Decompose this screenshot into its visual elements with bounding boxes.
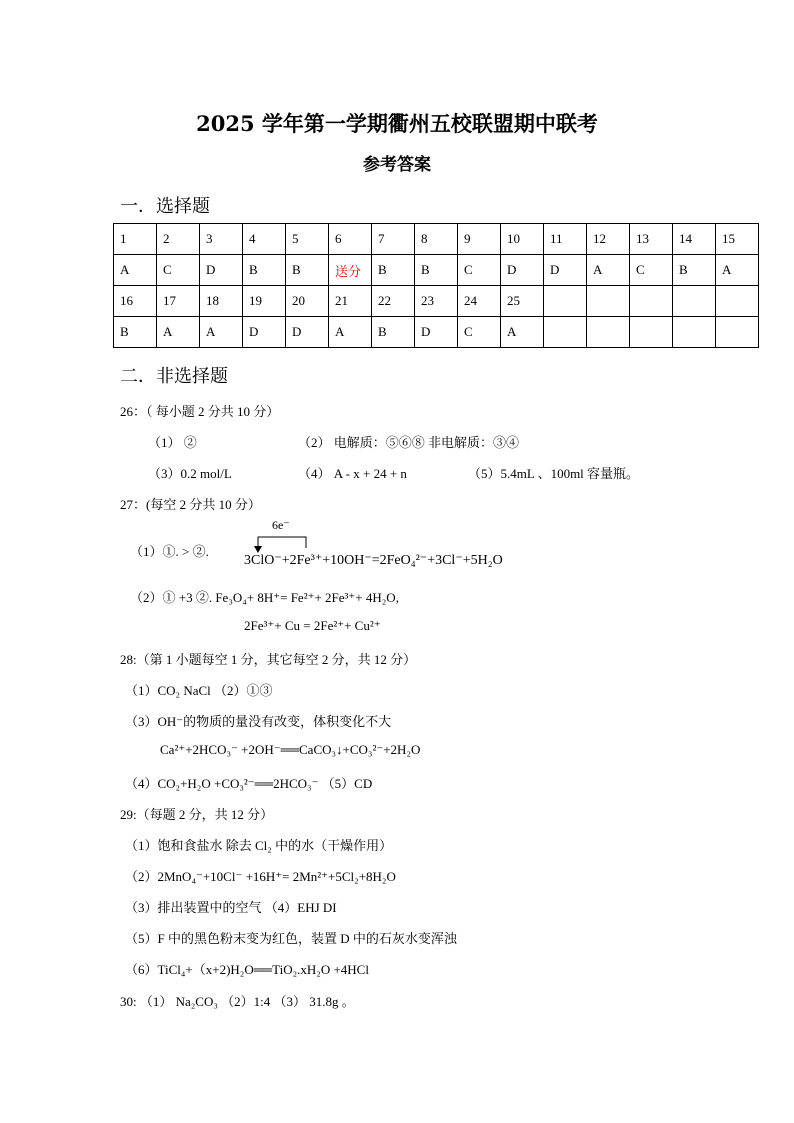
answer-cell: D xyxy=(415,317,458,348)
answer-cell: A xyxy=(114,255,157,286)
question-number-cell: 11 xyxy=(544,224,587,255)
answer-cell: B xyxy=(114,317,157,348)
question-number-cell: 1 xyxy=(114,224,157,255)
question-number-cell xyxy=(587,286,630,317)
q27-equation-1: 3ClO⁻+2Fe³⁺+10OH⁻=2FeO₄²⁻+3Cl⁻+5H₂O xyxy=(244,553,503,568)
answer-cell: C xyxy=(630,255,673,286)
question-number-cell xyxy=(544,286,587,317)
table-row-numbers-1 xyxy=(114,224,759,255)
q29-answer-3: （3）排出装置中的空气 （4）EHJ DI xyxy=(125,900,337,915)
question-number-cell: 20 xyxy=(286,286,329,317)
answer-cell: A xyxy=(716,255,759,286)
answer-cell xyxy=(587,317,630,348)
page-subtitle: 参考答案 xyxy=(363,155,431,175)
section-nonchoice-heading: 二．非选择题 xyxy=(120,366,228,387)
q28-answer-1: （1）CO₂ NaCl （2）①③ xyxy=(125,683,273,698)
answer-cell xyxy=(630,317,673,348)
section-choice-heading: 一．选择题 xyxy=(120,196,210,217)
answer-cell: D xyxy=(501,255,544,286)
answer-cell: 送分 xyxy=(329,255,372,286)
question-number-cell: 22 xyxy=(372,286,415,317)
q26-answer-4: （4） A - x + 24 + n xyxy=(298,466,407,481)
question-number-cell: 2 xyxy=(157,224,200,255)
q27-heading: 27：(每空 2 分共 10 分） xyxy=(120,497,261,512)
page-title: 2025 学年第一学期衢州五校联盟期中联考 xyxy=(196,111,598,136)
question-number-cell xyxy=(716,286,759,317)
q29-answer-1: （1）饱和食盐水 除去 Cl₂ 中的水（干燥作用） xyxy=(125,838,393,853)
q27-answer-2: （2）① +3 ②. Fe₃O₄+ 8H⁺= Fe²⁺+ 2Fe³⁺+ 4H₂O, xyxy=(130,590,399,605)
question-number-cell: 19 xyxy=(243,286,286,317)
table-row-answers-2 xyxy=(114,317,759,348)
question-number-cell: 23 xyxy=(415,286,458,317)
answer-cell: D xyxy=(243,317,286,348)
answer-cell xyxy=(716,317,759,348)
answer-cell: C xyxy=(458,317,501,348)
question-number-cell: 7 xyxy=(372,224,415,255)
answer-cell: B xyxy=(372,317,415,348)
answer-cell: A xyxy=(587,255,630,286)
answer-cell: B xyxy=(243,255,286,286)
question-number-cell: 14 xyxy=(673,224,716,255)
q27-equation-2: 2Fe³⁺+ Cu = 2Fe²⁺+ Cu²⁺ xyxy=(244,618,381,633)
answer-cell: D xyxy=(544,255,587,286)
answer-cell: A xyxy=(157,317,200,348)
q26-heading: 26：（ 每小题 2 分共 10 分） xyxy=(120,404,280,419)
q28-heading: 28:（第 1 小题每空 1 分，其它每空 2 分，共 12 分） xyxy=(120,652,417,667)
question-number-cell: 6 xyxy=(329,224,372,255)
question-number-cell: 17 xyxy=(157,286,200,317)
question-number-cell: 24 xyxy=(458,286,501,317)
q26-answer-3: （3）0.2 mol/L xyxy=(148,466,232,481)
question-number-cell: 16 xyxy=(114,286,157,317)
q28-answer-3: （3）OH⁻的物质的量没有改变，体积变化不大 xyxy=(125,714,392,729)
table-row-answers-1 xyxy=(114,255,759,286)
q29-answer-2: （2）2MnO₄⁻+10Cl⁻ +16H⁺= 2Mn²⁺+5Cl₂+8H₂O xyxy=(125,869,396,884)
question-number-cell: 10 xyxy=(501,224,544,255)
question-number-cell: 21 xyxy=(329,286,372,317)
question-number-cell: 25 xyxy=(501,286,544,317)
question-number-cell: 12 xyxy=(587,224,630,255)
question-number-cell: 8 xyxy=(415,224,458,255)
answer-cell: B xyxy=(415,255,458,286)
answer-cell xyxy=(673,317,716,348)
q27-answer-1: （1）①. > ②. xyxy=(130,544,209,559)
question-number-cell: 15 xyxy=(716,224,759,255)
q28-equation: Ca²⁺+2HCO₃⁻ +2OH⁻══CaCO₃↓+CO₃²⁻+2H₂O xyxy=(160,742,421,757)
q29-answer-6: （6）TiCl₄+（x+2)H₂O══TiO₂.xH₂O +4HCl xyxy=(125,962,369,977)
q28-answer-4: （4）CO₂+H₂O +CO₃²⁻══2HCO₃⁻ （5）CD xyxy=(125,776,373,791)
answer-cell: D xyxy=(286,317,329,348)
electron-count: 6e⁻ xyxy=(272,518,290,532)
question-number-cell xyxy=(630,286,673,317)
choice-answer-table xyxy=(113,223,759,348)
answer-cell: D xyxy=(200,255,243,286)
question-number-cell: 18 xyxy=(200,286,243,317)
question-number-cell xyxy=(673,286,716,317)
answer-cell: B xyxy=(372,255,415,286)
q26-answer-2: （2） 电解质：⑤⑥⑧ 非电解质：③④ xyxy=(298,435,520,450)
answer-cell: C xyxy=(458,255,501,286)
q30-answers: 30: （1） Na₂CO₃ （2）1:4 （3） 31.8g 。 xyxy=(120,994,355,1009)
question-number-cell: 5 xyxy=(286,224,329,255)
answer-cell: A xyxy=(200,317,243,348)
q26-answer-1: （1） ② xyxy=(148,435,197,450)
question-number-cell: 9 xyxy=(458,224,501,255)
q26-answer-5: （5）5.4mL 、100ml 容量瓶。 xyxy=(468,466,640,481)
question-number-cell: 13 xyxy=(630,224,673,255)
table-row-numbers-2 xyxy=(114,286,759,317)
q29-answer-5: （5）F 中的黑色粉末变为红色，装置 D 中的石灰水变浑浊 xyxy=(125,931,457,946)
question-number-cell: 3 xyxy=(200,224,243,255)
answer-cell xyxy=(544,317,587,348)
answer-cell: C xyxy=(157,255,200,286)
question-number-cell: 4 xyxy=(243,224,286,255)
answer-cell: A xyxy=(329,317,372,348)
answer-cell: B xyxy=(673,255,716,286)
answer-cell: A xyxy=(501,317,544,348)
q29-heading: 29:（每题 2 分，共 12 分） xyxy=(120,807,274,822)
answer-cell: B xyxy=(286,255,329,286)
